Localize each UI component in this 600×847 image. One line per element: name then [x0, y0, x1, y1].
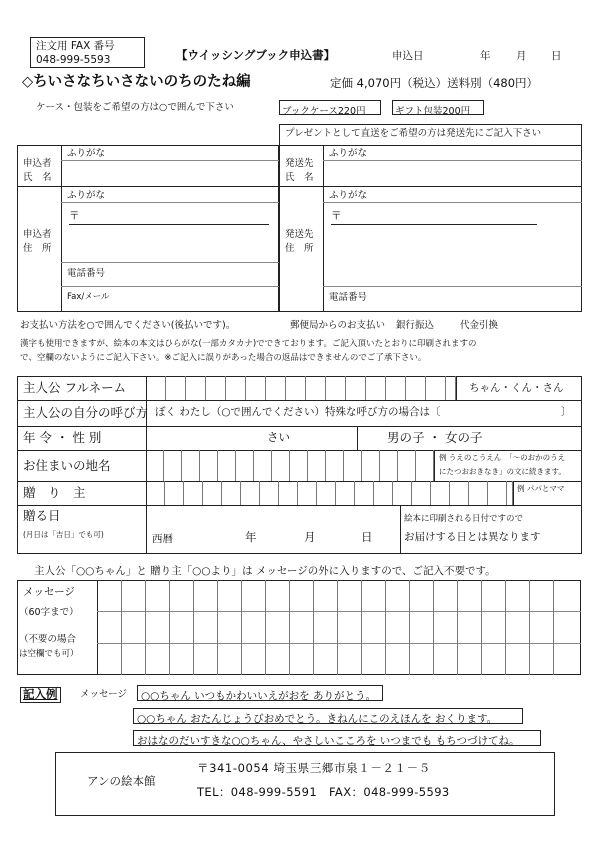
giver-label: 贈 り 主	[23, 485, 86, 500]
message-optional-2: は空欄でも可）	[19, 649, 79, 659]
applicant-phone-label: 電話番号	[67, 268, 106, 279]
recipient-address-furigana: ふりがな	[329, 190, 368, 201]
applicant-fax-mail-label: Fax/メール	[67, 292, 110, 302]
recipient-address-field[interactable]	[325, 204, 580, 284]
self-call-options[interactable]: ぼく わたし（○で囲んでください）特殊な呼び方の場合は〔	[155, 406, 441, 418]
gift-date-month: 月	[304, 530, 316, 544]
applicant-name-label: 申込者 氏 名	[23, 158, 52, 184]
example-line-1: ○○ちゃん いつもかわいいえがおを ありがとう。	[137, 685, 383, 701]
recipient-phone-label: 電話番号	[329, 292, 368, 303]
hometown-example-2: にたつおおきなき」の文に続きます。	[439, 467, 566, 476]
applicant-name-field[interactable]	[63, 162, 277, 184]
gift-date-field[interactable]	[147, 507, 399, 552]
book-case-option[interactable]: ブックケース220円	[279, 100, 381, 115]
age-gender-label: 年 令 ・ 性 別	[23, 430, 102, 445]
book-title: ◇ちいさなちいさないのちのたね編	[22, 74, 251, 90]
hero-name-label: 主人公 フルネーム	[23, 380, 127, 395]
hometown-label: お住まいの地名	[23, 458, 111, 473]
message-limit: （60字まで）	[19, 607, 79, 618]
hometown-example-1: 例 うえのこうえん 「〜のおかのうえ	[439, 453, 566, 462]
application-date-label: 申込日	[392, 50, 424, 62]
payment-bank[interactable]: 銀行振込	[396, 320, 435, 331]
gift-wrap-option[interactable]: ギフト包装200円	[392, 100, 484, 115]
message-grid[interactable]	[97, 580, 581, 675]
applicant-address-furigana: ふりがな	[67, 190, 106, 201]
gift-date-sub: (月日は「吉日」でも可)	[23, 530, 104, 539]
main-table	[17, 376, 582, 554]
message-optional-1: （不要の場合	[19, 634, 77, 645]
gift-note: プレゼントとして直送をご希望の方は発送先にご記入下さい	[285, 128, 542, 139]
gift-date-day: 日	[361, 530, 373, 544]
instructions-line-2: で、空欄のないようにご記入下さい。※ご記入に誤りがあった場合の返品はできませんのでご了承下さい。	[20, 353, 427, 363]
shop-address: 〒341-0054 埼玉県三郷市泉１－２１－５	[197, 761, 431, 775]
address-table	[17, 124, 582, 312]
instructions-line-1: 漢字も使用できますが、絵本の本文はひらがな(一部カタカナ)でできております。ご記入頂いたとおりに印刷されますの	[20, 339, 477, 349]
recipient-name-field[interactable]	[325, 162, 580, 184]
form-title: 【ウイッシングブック申込書】	[176, 48, 336, 62]
date-year-label: 年	[480, 50, 491, 62]
giver-grid[interactable]	[146, 481, 513, 505]
self-call-label: 主人公の自分の呼び方	[23, 405, 149, 420]
recipient-postal-mark: 〒	[331, 210, 342, 222]
payment-note: お支払い方法を○で囲んでください(後払いです)。	[20, 320, 236, 331]
shop-name: アンの絵本館	[87, 774, 156, 788]
recipient-name-furigana: ふりがな	[329, 148, 368, 159]
gift-date-note-2: お届けする日とは異なります	[404, 531, 541, 543]
applicant-name-furigana: ふりがな	[67, 148, 106, 159]
hero-suffix-options[interactable]: ちゃん・くん・さん	[469, 382, 564, 394]
payment-cod[interactable]: 代金引換	[460, 320, 499, 331]
book-price: 定価 4,070円（税込）送料別（480円）	[330, 76, 539, 90]
shop-contact: TEL：048-999-5591 FAX：048-999-5593	[197, 785, 450, 799]
fax-number: 048-999-5593	[36, 54, 111, 66]
giver-example: 例 パパとママ	[517, 484, 565, 493]
hero-name-grid[interactable]	[146, 376, 456, 400]
date-day-label: 日	[551, 50, 562, 62]
example-line-2: ○○ちゃん おたんじょうびおめでとう。きねんにこのえほんを おくります。	[133, 708, 523, 724]
gift-date-year: 年	[245, 530, 257, 544]
gift-date-era: 西暦	[152, 533, 173, 545]
hometown-grid[interactable]	[146, 450, 434, 481]
date-month-label: 月	[516, 50, 527, 62]
message-label: メッセージ	[23, 586, 75, 598]
self-call-close: 〕	[561, 406, 572, 418]
example-label: 記入例	[20, 687, 61, 703]
gender-options[interactable]: 男の子 ・ 女の子	[387, 430, 483, 445]
payment-postal[interactable]: 郵便局からのお支払い	[290, 320, 386, 331]
applicant-address-field[interactable]	[63, 204, 277, 260]
gift-date-note-1: 絵本に印刷される日付ですので	[404, 514, 524, 524]
message-box	[17, 580, 581, 675]
applicant-postal-mark: 〒	[69, 210, 80, 222]
message-note: 主人公「○○ちゃん」と 贈り主「○○より」は メッセージの外に入りますので、ご記入不要です。	[34, 565, 496, 577]
packaging-note: ケース・包装をご希望の方は○で囲んで下さい	[36, 102, 234, 113]
recipient-name-label: 発送先 氏 名	[285, 158, 314, 184]
fax-label: 注文用 FAX 番号	[36, 40, 115, 52]
applicant-address-label: 申込者 住 所	[23, 229, 52, 255]
example-line-3: おはなのだいすきな○○ちゃん、やさしいこころを いつまでも もちつづけてね。	[133, 730, 541, 746]
recipient-address-label: 発送先 住 所	[285, 229, 314, 255]
age-unit[interactable]: さい	[267, 430, 290, 444]
gift-date-label: 贈る日	[23, 508, 61, 523]
example-message-label: メッセージ	[80, 689, 127, 700]
